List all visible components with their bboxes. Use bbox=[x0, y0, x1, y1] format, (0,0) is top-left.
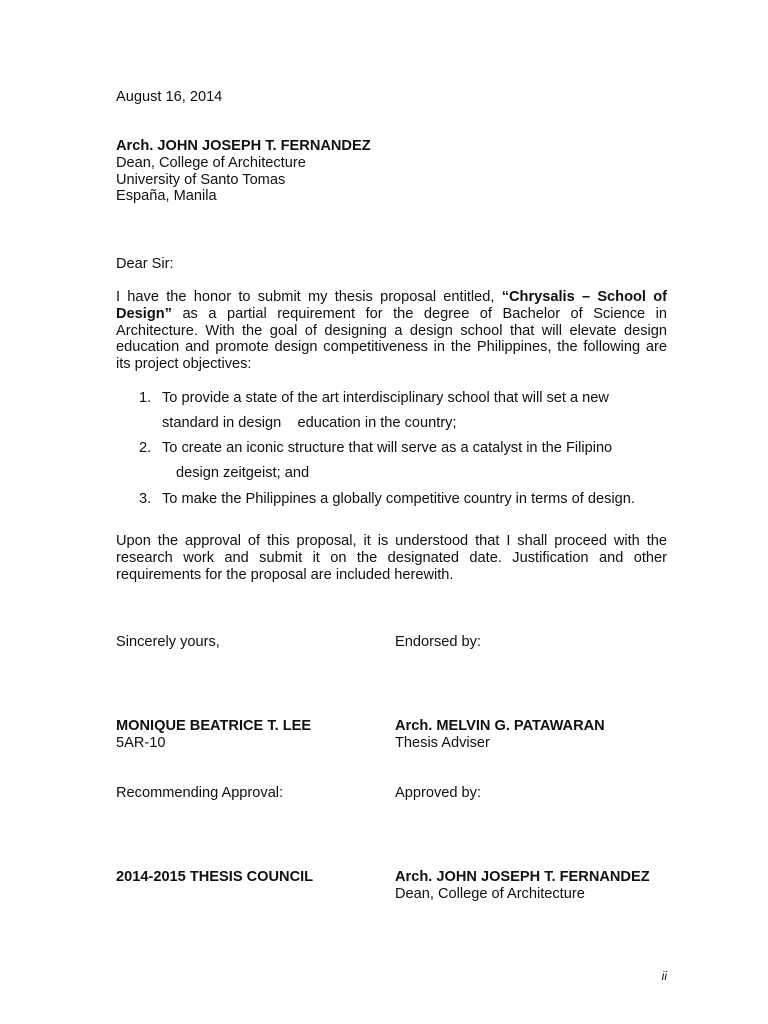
adviser-title: Thesis Adviser bbox=[395, 735, 490, 751]
closing-paragraph: Upon the approval of this proposal, it is understood that I shall proceed with the research work and submit it on the designated date. Justification and other requirements for the proposal are included herewith. bbox=[116, 533, 667, 583]
recipient-position: Dean, College of Architecture bbox=[116, 154, 306, 171]
student-section: 5AR-10 bbox=[116, 735, 166, 751]
recipient-location: España, Manila bbox=[116, 188, 217, 205]
objective-text: To make the Philippines a globally competitive country in terms of design. bbox=[162, 491, 635, 507]
dean-name: Arch. JOHN JOSEPH T. FERNANDEZ bbox=[395, 869, 650, 885]
objective-text-continued: design zeitgeist; and bbox=[176, 465, 310, 481]
letter-date: August 16, 2014 bbox=[116, 89, 223, 105]
salutation: Dear Sir: bbox=[116, 256, 174, 272]
recommending-approval-label: Recommending Approval: bbox=[116, 785, 284, 801]
recipient-institution: University of Santo Tomas bbox=[116, 171, 286, 188]
dean-title: Dean, College of Architecture bbox=[395, 886, 585, 902]
endorsed-by-label: Endorsed by: bbox=[395, 634, 481, 650]
approved-by-label: Approved by: bbox=[395, 785, 481, 801]
objective-text: To provide a state of the art interdisciplinary school that will set a new bbox=[162, 390, 609, 406]
page-number: ii bbox=[661, 969, 667, 983]
adviser-name: Arch. MELVIN G. PATAWARAN bbox=[395, 718, 605, 734]
thesis-council: 2014-2015 THESIS COUNCIL bbox=[116, 869, 314, 885]
objective-text-continued: standard in design education in the country; bbox=[162, 415, 457, 431]
intro-text-before: I have the honor to submit my thesis proposal entitled, bbox=[116, 289, 502, 305]
student-name: MONIQUE BEATRICE T. LEE bbox=[116, 718, 312, 734]
recipient-block bbox=[116, 138, 516, 205]
objective-number: 3. bbox=[139, 491, 152, 507]
objective-number: 2. bbox=[139, 440, 152, 456]
objective-text: To create an iconic structure that will serve as a catalyst in the Filipino bbox=[162, 440, 613, 456]
intro-paragraph bbox=[116, 289, 667, 373]
recipient-name: Arch. JOHN JOSEPH T. FERNANDEZ bbox=[116, 138, 371, 154]
sincerely-label: Sincerely yours, bbox=[116, 634, 220, 650]
objective-number: 1. bbox=[139, 390, 152, 406]
thesis-title: “Chrysalis – School of Design” bbox=[116, 289, 667, 322]
intro-text-after: as a partial requirement for the degree of Bachelor of Science in Architecture. With the goal of designing a design school that will elevate design education and promote design competitiveness in the Philippines, the following are its project objectives: bbox=[116, 305, 667, 373]
